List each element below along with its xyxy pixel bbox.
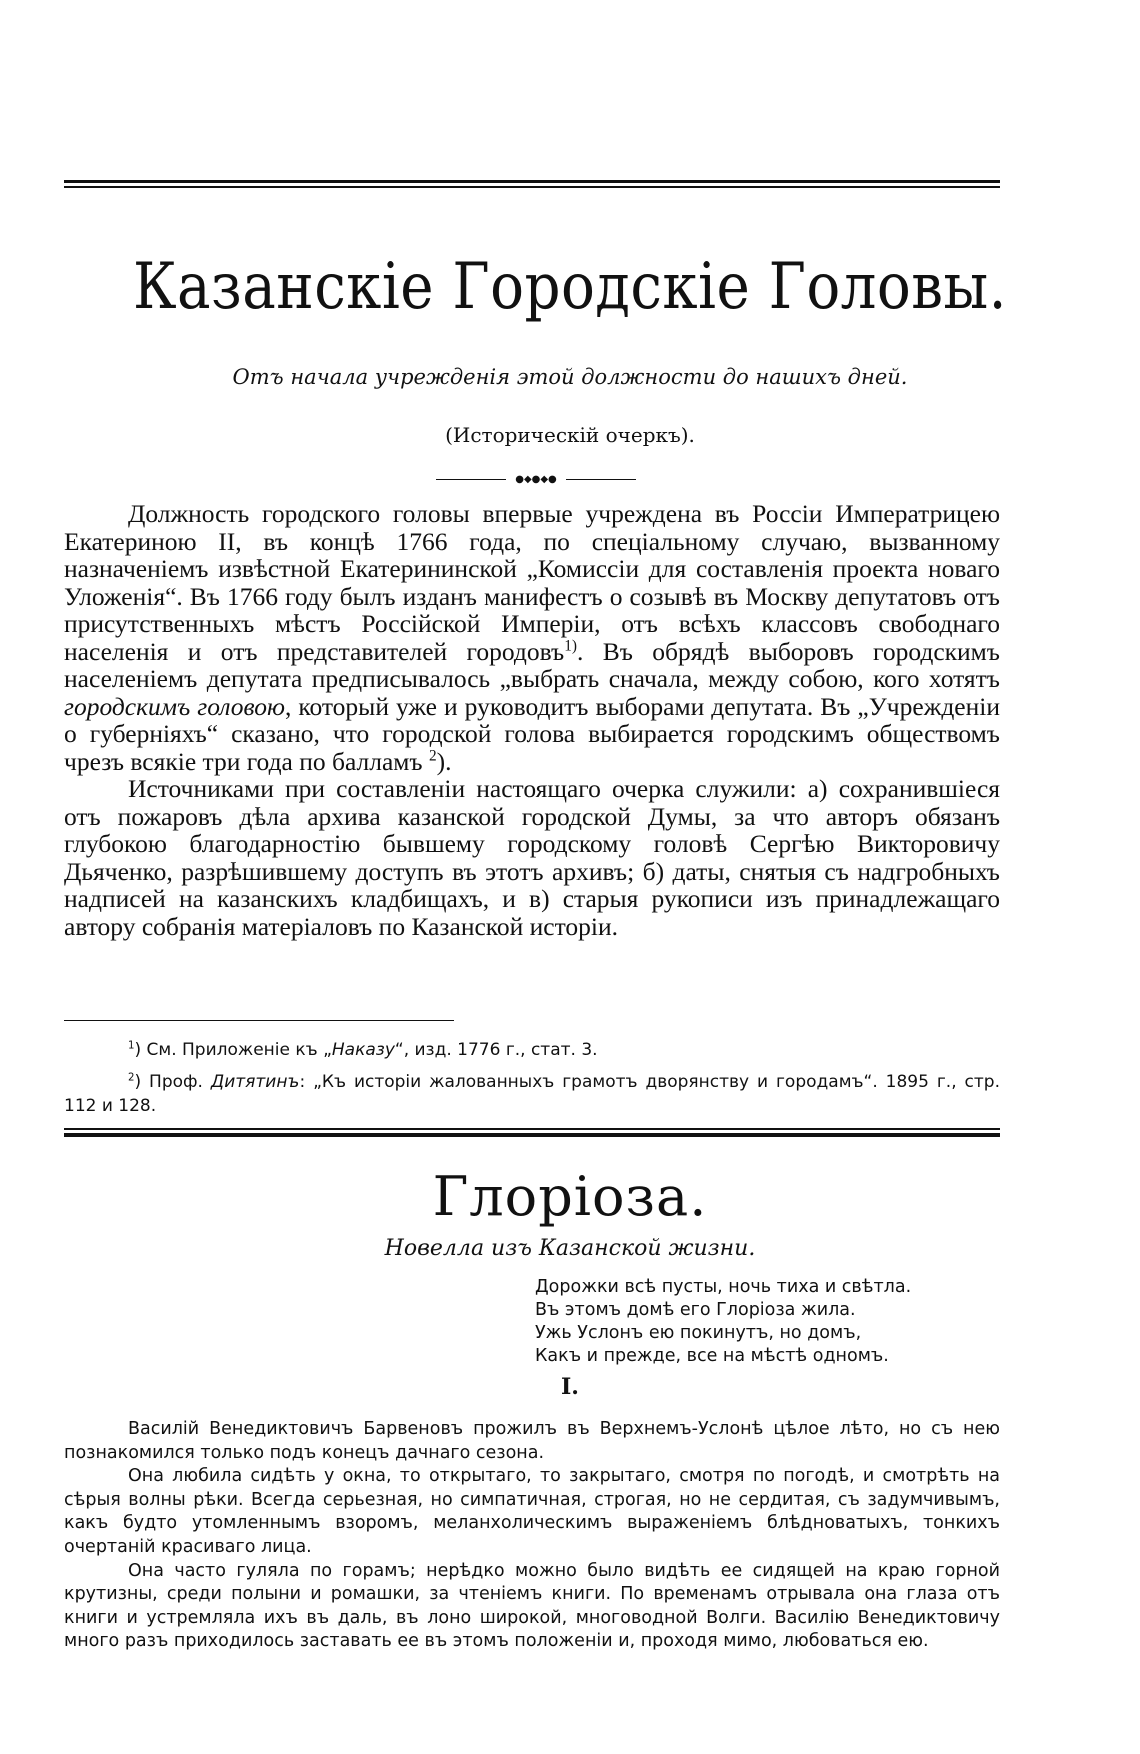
ornament-divider: ●◆●◆● (436, 476, 636, 484)
chapter-number: I. (561, 1374, 579, 1400)
novella-subtitle: Новелла изъ Казанской жизни. (384, 1236, 756, 1261)
novella-title: Глоріоза. (432, 1165, 708, 1228)
footnote: $^2$) Проф. Дитятинъ: „Къ исторіи жалованныхъ грамотъ дворянству и городамъ“. 1895 г., стр. 112 и 128. (64, 1072, 1000, 1116)
footnote-ref: 2 (429, 747, 437, 764)
article-body (64, 500, 1000, 940)
paragraph: Она любила сидѣть у окна, то открытаго, то закрытаго, смотря по погодѣ, и смотрѣть на сѣрыя волны рѣки. Всегда серьезная, но симпатичная, строгая, но не сердитая, съ задумчивымъ, какъ будто утомленнымъ взоромъ, меланхолическимъ выраженіемъ блѣдноватыхъ, тонкихъ очертаній красиваго лица. (64, 1466, 1000, 1557)
footnote-ref: 1) (564, 637, 577, 654)
article-title: Казанскіе Городскіе Головы. (132, 250, 1008, 324)
paragraph: Она часто гуляла по горамъ; нерѣдко можно было видѣть ее сидящей на краю горной крутизны, среди полыни и ромашки, за чтеніемъ книги. По временамъ отрывала она глаза отъ книги и устремляла ихъ въ даль, въ лоно широкой, многоводной Волги. Василію Венедиктовичу много разъ приходилось заставать ее въ этомъ положеніи и, проходя мимо, любоваться ею. (64, 1560, 1000, 1652)
footnote: $^1$) См. Приложеніе къ „Наказу“, изд. 1776 г., стат. 3. (128, 1040, 598, 1060)
footnote-rule (64, 1020, 454, 1021)
top-rule-thick (64, 180, 1000, 183)
article-subtitle: Отъ начала учрежденія этой должности до нашихъ дней. (232, 365, 908, 389)
mid-rule-thin (64, 1128, 1000, 1130)
epigraph-poem (535, 1276, 911, 1368)
mid-rule-thick (64, 1133, 1000, 1137)
poem-line: Ужь Услонъ ею покинутъ, но домъ, (535, 1323, 862, 1343)
poem-line: Въ этомъ домѣ его Глоріоза жила. (535, 1300, 856, 1320)
article-genre-note: (Историческій очеркъ). (445, 423, 695, 447)
novella-body (64, 1418, 1000, 1654)
paragraph: Василій Венедиктовичъ Барвеновъ прожилъ въ Верхнемъ-Услонѣ цѣлое лѣто, но съ нею познакомился только подъ конецъ дачнаго сезона. (64, 1419, 1000, 1463)
footnotes (64, 1038, 1000, 1126)
paragraph: Источниками при составленіи настоящаго очерка служили: а) сохранившіеся отъ пожаровъ дѣла архива казанской городской Думы, за что авторъ обязанъ глубокою благодарностію бывшему городскому головѣ Сергѣю Викторовичу Дьяченко, разрѣшившему доступъ въ этотъ архивъ; б) даты, снятыя съ надгробныхъ надписей на казанскихъ кладбищахъ, и в) старыя рукописи изъ принадлежащаго автору собранія матеріаловъ по Казанской исторіи. (64, 774, 1000, 941)
poem-line: Какъ и прежде, все на мѣстѣ одномъ. (535, 1346, 889, 1366)
paragraph: Должность городского головы впервые учреждена въ Россіи Императрицею Екатериною II, въ концѣ 1766 года, по спеціальному случаю, вызванному назначеніемъ извѣстной Екатерининской „Комиссіи для составленія проекта новаго Уложенія“. Въ 1766 году былъ изданъ манифестъ о созывѣ въ Москву депутатовъ отъ присутственныхъ мѣстъ Россійской Имперіи, отъ всѣхъ классовъ свободнаго населенія и отъ представителей городовъ$^{1)}$. Въ обрядѣ выборовъ городскимъ населеніемъ депутата предписывалось „выбрать сначала, между собою, кого хотятъ городскимъ головою, который уже и руководитъ выборами депутата. Въ „Учрежденіи о губерніяхъ“ сказано, что городской голова выбирается городскимъ обществомъ чрезъ всякіе три года по балламъ $^2$). (64, 499, 1000, 776)
poem-line: Дорожки всѣ пусты, ночь тиха и свѣтла. (535, 1277, 912, 1297)
top-rule-thin (64, 186, 1000, 188)
